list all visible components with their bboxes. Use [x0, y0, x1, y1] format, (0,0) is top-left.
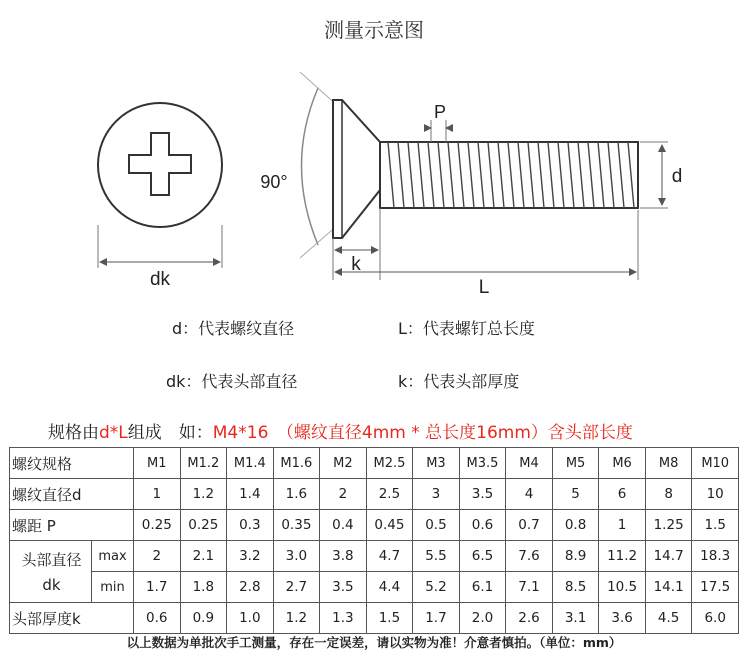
size-cell: M1.4 [227, 448, 274, 479]
dk-max-cell: 11.2 [599, 541, 646, 572]
dk-max-cell: 7.6 [506, 541, 553, 572]
dk-max-cell: 5.5 [413, 541, 460, 572]
dk-max-cell: 8.9 [552, 541, 599, 572]
p-cell: 1.5 [692, 510, 739, 541]
d-cell: 5 [552, 479, 599, 510]
d-cell: 4 [506, 479, 553, 510]
dk-min-cell: 1.7 [134, 572, 181, 603]
screw-measurement-diagram [0, 0, 748, 300]
angle-label: 90° [260, 172, 288, 192]
dk-min-cell: 1.8 [180, 572, 227, 603]
size-cell: M2 [320, 448, 367, 479]
dk-min-cell: 10.5 [599, 572, 646, 603]
k-cell: 6.0 [692, 603, 739, 634]
size-cell: M4 [506, 448, 553, 479]
dk-max-cell: 3.8 [320, 541, 367, 572]
p-cell: 0.25 [134, 510, 181, 541]
dk-max-cell: 2.1 [180, 541, 227, 572]
max-label: max [92, 541, 134, 572]
size-cell: M1.6 [273, 448, 320, 479]
dk-max-cell: 3.0 [273, 541, 320, 572]
size-cell: M8 [645, 448, 692, 479]
p-cell: 0.35 [273, 510, 320, 541]
size-cell: M2.5 [366, 448, 413, 479]
screw-head-top-view [98, 103, 222, 268]
d-cell: 2.5 [366, 479, 413, 510]
p-cell: 0.25 [180, 510, 227, 541]
dk-min-cell: 5.2 [413, 572, 460, 603]
k-cell: 2.0 [459, 603, 506, 634]
k-cell: 1.3 [320, 603, 367, 634]
k-cell: 0.6 [134, 603, 181, 634]
p-cell: 0.6 [459, 510, 506, 541]
legend-dk: dk：代表头部直径 [166, 372, 298, 391]
dk-label-line-2: dk [42, 576, 61, 594]
dk-max-cell: 14.7 [645, 541, 692, 572]
dk-max-cell: 6.5 [459, 541, 506, 572]
row-label-p: 螺距 P [10, 510, 134, 541]
dk-min-cell: 7.1 [506, 572, 553, 603]
p-cell: 1 [599, 510, 646, 541]
dk-label: dk [149, 269, 171, 290]
d-cell: 6 [599, 479, 646, 510]
legend-k: k：代表头部厚度 [398, 372, 520, 391]
spec-formula: d*L [99, 423, 128, 443]
dk-max-cell: 2 [134, 541, 181, 572]
p-cell: 0.4 [320, 510, 367, 541]
k-cell: 3.1 [552, 603, 599, 634]
dk-min-cell: 3.5 [320, 572, 367, 603]
p-cell: 0.3 [227, 510, 274, 541]
screw-side-view [300, 72, 668, 280]
page-title: 测量示意图 [324, 18, 424, 42]
p-cell: 0.5 [413, 510, 460, 541]
d-cell: 2 [320, 479, 367, 510]
k-cell: 0.9 [180, 603, 227, 634]
min-label: min [92, 572, 134, 603]
pitch-label: P [433, 102, 447, 122]
dk-min-cell: 2.8 [227, 572, 274, 603]
k-cell: 1.0 [227, 603, 274, 634]
table-row-dk-max [10, 541, 739, 572]
p-cell: 0.7 [506, 510, 553, 541]
k-cell: 1.7 [413, 603, 460, 634]
dk-max-cell: 4.7 [366, 541, 413, 572]
row-label-dk [10, 541, 92, 603]
dk-max-cell: 3.2 [227, 541, 274, 572]
size-cell: M10 [692, 448, 739, 479]
legend-l: L：代表螺钉总长度 [398, 319, 535, 338]
size-cell: M3 [413, 448, 460, 479]
spec-table [9, 447, 739, 634]
row-label-d: 螺纹直径d [10, 479, 134, 510]
d-cell: 1 [134, 479, 181, 510]
k-label: k [351, 254, 361, 275]
dk-max-cell: 18.3 [692, 541, 739, 572]
d-cell: 3.5 [459, 479, 506, 510]
dk-min-cell: 14.1 [645, 572, 692, 603]
spec-example: M4*16 （螺纹直径4mm * 总长度16mm）含头部长度 [212, 423, 633, 443]
dk-min-cell: 8.5 [552, 572, 599, 603]
p-cell: 1.25 [645, 510, 692, 541]
spec-format-line [48, 418, 633, 443]
p-cell: 0.8 [552, 510, 599, 541]
size-cell: M3.5 [459, 448, 506, 479]
spec-prefix: 规格由 [48, 423, 99, 443]
dk-min-cell: 6.1 [459, 572, 506, 603]
spec-middle: 组成 如： [127, 423, 213, 443]
dk-min-cell: 2.7 [273, 572, 320, 603]
size-cell: M1 [134, 448, 181, 479]
dk-min-cell: 4.4 [366, 572, 413, 603]
table-row-dk-min [10, 572, 739, 603]
table-row-k [10, 603, 739, 634]
d-cell: 3 [413, 479, 460, 510]
k-cell: 1.2 [273, 603, 320, 634]
dk-min-cell: 17.5 [692, 572, 739, 603]
k-cell: 3.6 [599, 603, 646, 634]
p-cell: 0.45 [366, 510, 413, 541]
size-cell: M6 [599, 448, 646, 479]
disclaimer-note: 以上数据为单批次手工测量，存在一定误差，请以实物为准！介意者慎拍。（单位：mm） [126, 635, 622, 650]
size-cell: M1.2 [180, 448, 227, 479]
table-row-d [10, 479, 739, 510]
size-cell: M5 [552, 448, 599, 479]
table-row-spec [10, 448, 739, 479]
l-label: L [478, 277, 490, 298]
k-cell: 4.5 [645, 603, 692, 634]
row-label-k: 头部厚度k [10, 603, 134, 634]
k-cell: 2.6 [506, 603, 553, 634]
d-cell: 8 [645, 479, 692, 510]
d-cell: 1.2 [180, 479, 227, 510]
d-cell: 10 [692, 479, 739, 510]
d-cell: 1.4 [227, 479, 274, 510]
k-cell: 1.5 [366, 603, 413, 634]
d-label: d [671, 166, 683, 187]
dk-label-line-1: 头部直径 [21, 551, 82, 569]
table-row-p [10, 510, 739, 541]
d-cell: 1.6 [273, 479, 320, 510]
row-label-spec: 螺纹规格 [10, 448, 134, 479]
legend-d: d：代表螺纹直径 [172, 319, 295, 338]
